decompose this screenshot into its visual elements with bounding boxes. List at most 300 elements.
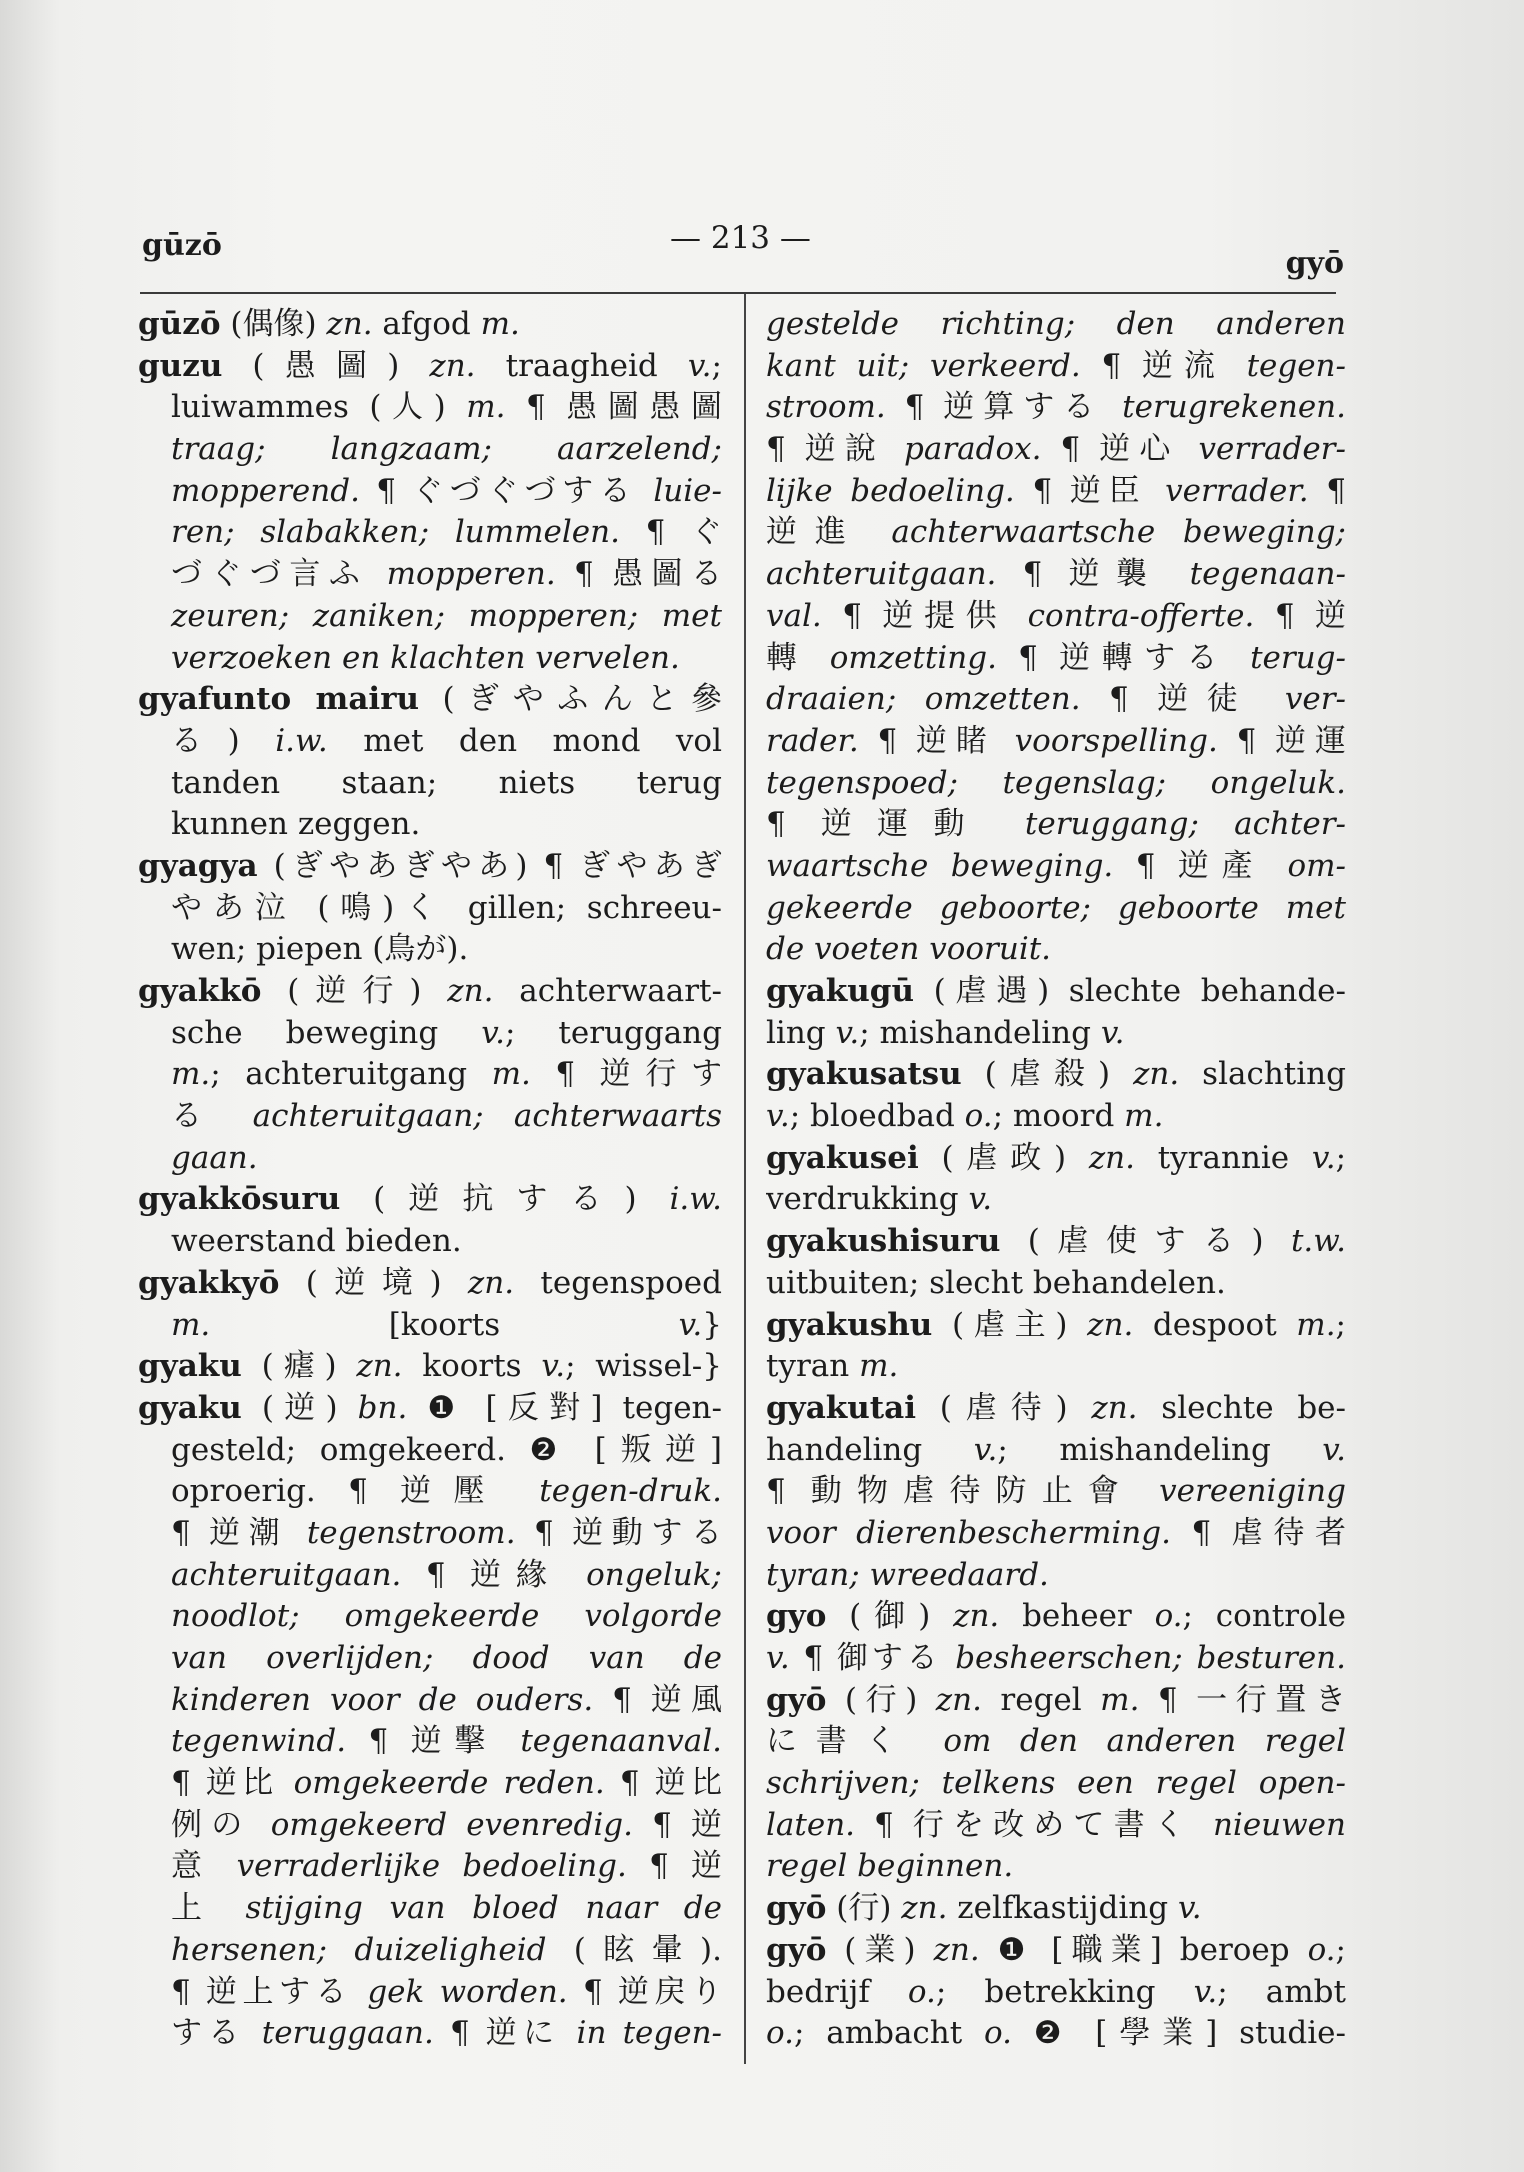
text-run: (虐主)	[932, 1306, 1088, 1343]
italic-text: m.	[859, 1348, 899, 1385]
italic-text: m.	[171, 1056, 211, 1093]
text-run: ; bloedbad	[789, 1098, 965, 1135]
headword: gyafunto mairu	[138, 681, 420, 718]
italic-text: v.	[1177, 1890, 1202, 1927]
text-run: る	[171, 1098, 253, 1135]
italic-text: verraderlijke bedoeling.	[236, 1848, 627, 1885]
italic-text: schrijven; telkens een regel open-	[766, 1765, 1346, 1802]
text-run: ¶ 一行置き	[1139, 1681, 1346, 1718]
text-line	[766, 1138, 1346, 1180]
italic-text: m.	[491, 1056, 531, 1093]
italic-text: in tegen-	[576, 2015, 722, 2052]
text-run: slechte be-	[1137, 1389, 1346, 1426]
text-run: 意	[171, 1848, 237, 1885]
text-run: ¶ 逆戻り	[567, 1973, 722, 2010]
text-run: ¶ 逆轉する	[996, 639, 1251, 676]
text-run: ¶ 逆緣	[401, 1556, 587, 1593]
text-line	[766, 1263, 1346, 1305]
italic-text: nieuwen	[1212, 1806, 1346, 1843]
text-line	[766, 888, 1346, 930]
text-line	[138, 304, 722, 346]
italic-text: m.	[1100, 1681, 1140, 1718]
text-line	[138, 1888, 722, 1930]
text-line	[138, 1013, 722, 1055]
text-run: (ぎやふんと參	[419, 681, 722, 718]
italic-text: v.	[541, 1348, 566, 1385]
text-line	[138, 554, 722, 596]
text-run: ; ambt	[1217, 1973, 1346, 2010]
text-run: oproerig. ¶ 逆壓	[171, 1473, 540, 1510]
text-line	[766, 1930, 1346, 1972]
text-run: ; teruggang	[504, 1014, 722, 1051]
italic-text: v.	[678, 1306, 703, 1343]
text-line	[766, 346, 1346, 388]
text-run: ¶ 逆運	[1217, 722, 1346, 759]
text-line	[138, 1930, 722, 1972]
italic-text: zn.	[356, 1348, 403, 1385]
headword: gyakkyō	[138, 1264, 280, 1301]
header-left-guideword: gūzō	[142, 228, 222, 263]
text-line	[766, 1596, 1346, 1638]
text-run: zelfkastijding	[947, 1890, 1178, 1927]
text-run: ; betrekking	[935, 1973, 1194, 2010]
text-line	[138, 512, 722, 554]
text-run: やあ泣 (鳴)く gillen; schreeu-	[171, 889, 722, 926]
text-line	[138, 846, 722, 888]
headword: gyō	[766, 1681, 827, 1718]
italic-text: ongeluk;	[586, 1556, 722, 1593]
italic-text: achteruitgaan; achterwaarts	[252, 1098, 722, 1135]
italic-text: kant uit; verkeerd.	[766, 347, 1081, 384]
text-run: ¶ 行を改めて書く	[855, 1806, 1213, 1843]
text-run: ¶ 動物虐待防止會	[766, 1473, 1160, 1510]
page-number: — 213 —	[670, 220, 811, 256]
italic-text: o.	[1307, 1931, 1336, 1968]
italic-text: kinderen voor de ouders.	[171, 1681, 594, 1718]
text-run: (業)	[826, 1931, 934, 1968]
right-column	[766, 304, 1346, 2064]
italic-text: zeuren; zaniken; mopperen; met	[171, 597, 722, 634]
italic-text: de voeten vooruit.	[766, 931, 1052, 968]
text-run: (逆抗する)	[340, 1181, 670, 1218]
italic-text: tegen-	[1246, 347, 1346, 384]
italic-text: v.	[481, 1014, 505, 1051]
text-run: (御)	[826, 1598, 954, 1635]
text-run: ❶ [職業] beroep	[979, 1931, 1308, 1968]
italic-text: teruggang; achter-	[1024, 806, 1346, 843]
text-line	[766, 1972, 1346, 2014]
text-run: tyrannie	[1135, 1139, 1312, 1176]
italic-text: zn.	[326, 306, 373, 342]
italic-text: v.	[1311, 1139, 1336, 1176]
text-run: met den mond vol	[327, 722, 722, 759]
italic-text: o.	[964, 1098, 993, 1135]
text-run: slachting	[1179, 1056, 1346, 1093]
headword: gyagya	[138, 847, 258, 884]
text-run: ¶ ぐ	[619, 514, 722, 551]
italic-text: o.	[907, 1973, 936, 2010]
italic-text: t.w.	[1290, 1223, 1346, 1260]
text-line	[766, 721, 1346, 763]
italic-text: om den anderen regel	[943, 1723, 1346, 1760]
text-line	[766, 1305, 1346, 1347]
text-line	[766, 2013, 1346, 2055]
italic-text: zn.	[1133, 1056, 1180, 1093]
text-line	[138, 471, 722, 513]
text-run: ¶ 逆風	[593, 1681, 722, 1718]
text-line	[766, 763, 1346, 805]
text-run: ; controle	[1182, 1598, 1346, 1635]
text-run: ;	[711, 347, 722, 384]
italic-text: terugrekenen.	[1122, 389, 1346, 426]
text-run: ¶ 御する	[789, 1640, 956, 1676]
text-run: ¶ 逆徒	[1080, 681, 1285, 718]
text-line	[766, 1430, 1346, 1472]
text-line	[138, 679, 722, 721]
italic-text: i.w.	[275, 722, 328, 759]
italic-text: v.	[1193, 1973, 1218, 2010]
text-run: ¶ 逆運動	[766, 806, 1025, 843]
italic-text: ver-	[1284, 681, 1346, 718]
headword: gyo	[766, 1598, 827, 1635]
text-line	[766, 1721, 1346, 1763]
text-run: }	[702, 1306, 722, 1343]
text-run: ; ambacht	[793, 2015, 984, 2052]
text-line	[138, 721, 722, 763]
text-run: ¶	[1308, 472, 1346, 509]
text-run: ¶ 逆比	[171, 1765, 294, 1802]
left-column	[138, 304, 722, 2064]
text-run: 上	[171, 1890, 246, 1927]
italic-text: regel beginnen.	[766, 1848, 1014, 1885]
text-run: (虐使する)	[1000, 1223, 1291, 1260]
text-run: ¶ 逆算する	[885, 389, 1123, 426]
text-line	[766, 471, 1346, 513]
italic-text: achteruitgaan.	[171, 1556, 402, 1593]
italic-text: rader.	[766, 722, 859, 759]
italic-text: lijke bedoeling.	[766, 472, 1015, 509]
text-run: ¶ 逆行す	[530, 1056, 722, 1093]
text-line	[766, 512, 1346, 554]
text-line	[766, 1013, 1346, 1055]
italic-text: o.	[766, 2015, 794, 2052]
text-run: する	[171, 2015, 262, 2052]
italic-text: contra-offerte.	[1027, 597, 1255, 634]
italic-text: ren; slabakken; lummelen.	[171, 514, 620, 551]
text-run: bedrijf	[766, 1973, 908, 2010]
column-divider	[744, 294, 746, 2064]
italic-text: tyran; wreedaard.	[766, 1556, 1049, 1593]
italic-text: draaien; omzetten.	[766, 681, 1081, 718]
text-run: ¶ 逆上する	[171, 1973, 368, 2010]
text-run: tyran	[766, 1348, 860, 1385]
text-line	[766, 1555, 1346, 1597]
headword: gyakushu	[766, 1306, 933, 1343]
text-line	[138, 1054, 722, 1096]
text-run: uitbuiten; slecht behandelen.	[766, 1264, 1226, 1301]
text-run: ¶ 逆提供	[821, 597, 1028, 634]
text-run: (眩暈).	[546, 1931, 722, 1968]
header-rule	[140, 292, 1336, 294]
italic-text: m.	[1296, 1306, 1336, 1343]
italic-text: teruggaan.	[261, 2015, 434, 2052]
italic-text: m.	[480, 306, 520, 342]
text-run: verdrukking	[766, 1181, 969, 1218]
italic-text: voor dierenbescherming.	[766, 1514, 1171, 1551]
headword: gyakusei	[766, 1139, 919, 1176]
text-run: kunnen zeggen.	[171, 806, 421, 843]
text-line	[766, 1888, 1346, 1930]
italic-text: zn.	[1087, 1306, 1134, 1343]
italic-text: v.	[766, 1098, 790, 1135]
italic-text: zn.	[429, 347, 476, 384]
italic-text: o.	[984, 2015, 1012, 2052]
italic-text: traag; langzaam; aarzelend;	[171, 431, 722, 468]
text-line	[138, 1388, 722, 1430]
text-line	[138, 1138, 722, 1180]
page-header	[140, 218, 1344, 281]
text-run: ¶ 逆產	[1113, 847, 1288, 884]
italic-text: zn.	[447, 973, 494, 1009]
text-run: (偶像)	[220, 306, 327, 342]
text-line	[766, 1680, 1346, 1722]
text-line	[138, 596, 722, 638]
text-line	[766, 1471, 1346, 1513]
text-run: (逆)	[241, 1389, 358, 1426]
italic-text: o.	[1154, 1598, 1183, 1635]
text-line	[766, 1346, 1346, 1388]
header-right-guideword: gyō	[1285, 246, 1344, 281]
text-run: ¶ 愚圖る	[555, 556, 722, 593]
italic-text: terug-	[1250, 639, 1346, 676]
text-run: ¶ 逆臣	[1014, 472, 1166, 509]
italic-text: achterwaartsche beweging;	[891, 514, 1346, 551]
text-line	[766, 1054, 1346, 1096]
text-run: (虐政)	[918, 1139, 1089, 1176]
italic-text: zn.	[467, 1264, 515, 1301]
text-run: 逆進	[766, 514, 892, 551]
text-line	[138, 971, 722, 1013]
text-line	[138, 763, 722, 805]
italic-text: val.	[766, 597, 822, 634]
text-run: despoot	[1133, 1306, 1297, 1343]
italic-text: achteruitgaan.	[766, 556, 997, 593]
text-run: ¶ 逆	[626, 1848, 722, 1885]
headword: gyakkōsuru	[138, 1181, 341, 1218]
text-run: gesteld; omgekeerd. ❷ [叛逆]	[171, 1431, 722, 1468]
text-run: ; mishandeling	[859, 1014, 1101, 1051]
text-line	[138, 429, 722, 471]
italic-text: tegenaanval.	[520, 1723, 722, 1760]
text-line	[138, 2013, 722, 2055]
headword: gyakushisuru	[766, 1223, 1001, 1260]
text-run: ¶ 虐待者	[1170, 1514, 1346, 1551]
italic-text: zn.	[933, 1931, 980, 1968]
text-run: ❶ [反對] tegen-	[407, 1389, 722, 1426]
italic-text: stijging van bloed naar de	[245, 1890, 722, 1927]
italic-text: v.	[973, 1431, 998, 1468]
italic-text: v.	[766, 1640, 790, 1676]
italic-text: noodlot; omgekeerde volgorde	[171, 1598, 722, 1635]
text-run: ¶ 逆潮	[171, 1514, 307, 1551]
text-run: ; wissel-}	[565, 1348, 722, 1385]
text-line	[138, 638, 722, 680]
text-line	[138, 1471, 722, 1513]
text-line	[138, 1555, 722, 1597]
headword: guzu	[138, 347, 223, 384]
italic-text: v.	[687, 347, 712, 384]
text-run: ;	[1335, 1931, 1346, 1968]
text-run: ¶ 逆睹	[858, 722, 1015, 759]
headword: gyakkō	[138, 973, 262, 1009]
text-line	[766, 1179, 1346, 1221]
text-run: ;	[1335, 1306, 1346, 1343]
italic-text: gaan.	[171, 1139, 258, 1176]
text-run: (行)	[826, 1681, 936, 1718]
headword: gyaku	[138, 1348, 242, 1385]
italic-text: tegen-druk.	[539, 1473, 722, 1510]
italic-text: vereeniging	[1159, 1473, 1346, 1510]
italic-text: i.w.	[669, 1181, 722, 1218]
italic-text: m.	[466, 389, 506, 426]
text-line	[766, 804, 1346, 846]
headword: gūzō	[138, 306, 221, 342]
text-run: (虐待)	[915, 1389, 1092, 1426]
italic-text: omgekeerde reden.	[293, 1765, 605, 1802]
text-line	[138, 1846, 722, 1888]
italic-text: zn.	[901, 1890, 948, 1927]
text-run: づぐづ言ふ	[171, 556, 387, 593]
text-run: ¶ 愚圖愚圖	[505, 389, 722, 426]
text-line	[138, 804, 722, 846]
italic-text: verrader.	[1165, 472, 1309, 509]
text-line	[766, 929, 1346, 971]
text-line	[766, 1388, 1346, 1430]
italic-text: van overlijden; dood van de	[171, 1640, 722, 1676]
text-line	[138, 1721, 722, 1763]
italic-text: voorspelling.	[1014, 722, 1218, 759]
italic-text: omzetting.	[829, 639, 997, 676]
italic-text: gek worden.	[367, 1973, 568, 2010]
italic-text: mopperen.	[386, 556, 556, 593]
headword: gyakutai	[766, 1389, 916, 1426]
italic-text: v.	[835, 1014, 860, 1051]
text-run: handeling	[766, 1431, 974, 1468]
text-line	[138, 1096, 722, 1138]
text-run: (愚圖)	[222, 347, 430, 384]
text-line	[766, 971, 1346, 1013]
text-line	[138, 1763, 722, 1805]
headword: gyō	[766, 1931, 827, 1968]
text-run: wen; piepen (鳥が).	[171, 931, 469, 968]
text-run: (逆行)	[261, 973, 448, 1009]
text-run: ¶ 逆動する	[515, 1514, 722, 1551]
text-run: 例の	[171, 1806, 271, 1843]
text-line	[138, 1263, 722, 1305]
italic-text: tegenwind.	[171, 1723, 347, 1760]
text-run: ¶ 逆襲	[996, 556, 1190, 593]
headword: gyō	[766, 1890, 827, 1927]
italic-text: zn.	[1088, 1139, 1135, 1176]
text-run: ❷ [學業] studie-	[1011, 2015, 1346, 2052]
text-run: (逆境)	[279, 1264, 468, 1301]
text-run: ¶ 逆說	[766, 431, 905, 468]
text-line	[766, 429, 1346, 471]
italic-text: laten.	[766, 1806, 856, 1843]
text-run: (虐遇) slechte behande-	[914, 973, 1346, 1009]
text-line	[766, 1221, 1346, 1263]
text-run: luiwammes (人)	[171, 389, 467, 426]
text-line	[766, 596, 1346, 638]
text-run: tegenspoed	[514, 1264, 722, 1301]
italic-text: v.	[1322, 1431, 1346, 1468]
italic-text: verrader-	[1198, 431, 1346, 468]
text-line	[766, 638, 1346, 680]
text-run: ;	[1335, 1139, 1346, 1176]
text-line	[138, 1430, 722, 1472]
text-run: (瘧)	[241, 1348, 357, 1385]
italic-text: stroom.	[766, 389, 886, 426]
text-run: ¶ ぐづぐづする	[359, 472, 654, 509]
text-line	[138, 888, 722, 930]
text-run: beheer	[999, 1598, 1155, 1635]
text-line	[138, 929, 722, 971]
text-run: ling	[766, 1014, 836, 1051]
text-run: ; moord	[992, 1098, 1125, 1135]
text-run: ¶ 逆	[633, 1806, 722, 1843]
italic-text: tegenaan-	[1189, 556, 1346, 593]
italic-text: besheerschen; besturen.	[955, 1640, 1346, 1676]
italic-text: zn.	[1091, 1389, 1138, 1426]
text-run: sche beweging	[171, 1014, 482, 1051]
text-line	[138, 1680, 722, 1722]
text-run: に書く	[766, 1723, 944, 1760]
text-line	[766, 387, 1346, 429]
italic-text: zn.	[953, 1598, 1000, 1635]
text-run: traagheid	[475, 347, 688, 384]
text-run: ; achteruitgang	[210, 1056, 492, 1093]
italic-text: m.	[171, 1306, 211, 1343]
text-line	[766, 1513, 1346, 1555]
italic-text: bn.	[357, 1389, 408, 1426]
text-line	[138, 1805, 722, 1847]
text-run: regel	[981, 1681, 1101, 1718]
text-line	[138, 1596, 722, 1638]
italic-text: mopperend.	[171, 472, 360, 509]
text-line	[766, 1096, 1346, 1138]
text-line	[766, 679, 1346, 721]
text-line	[766, 1763, 1346, 1805]
text-run: ¶ 逆流	[1080, 347, 1247, 384]
text-run: (虐殺)	[961, 1056, 1134, 1093]
italic-text: v.	[1100, 1014, 1125, 1051]
text-line	[138, 1513, 722, 1555]
text-run: ¶ 逆心	[1041, 431, 1199, 468]
text-run: achterwaart-	[493, 973, 722, 1009]
italic-text: gestelde richting; den anderen	[766, 306, 1346, 342]
text-line	[138, 1221, 722, 1263]
text-run: る)	[171, 722, 276, 759]
italic-text: v.	[968, 1181, 993, 1218]
text-run: koorts	[402, 1348, 542, 1385]
text-line	[766, 554, 1346, 596]
text-line	[766, 1846, 1346, 1888]
text-line	[766, 846, 1346, 888]
text-line	[766, 304, 1346, 346]
text-run: ; mishandeling	[997, 1431, 1323, 1468]
italic-text: omgekeerd evenredig.	[270, 1806, 633, 1843]
text-run: ¶ 逆に	[433, 2015, 577, 2052]
